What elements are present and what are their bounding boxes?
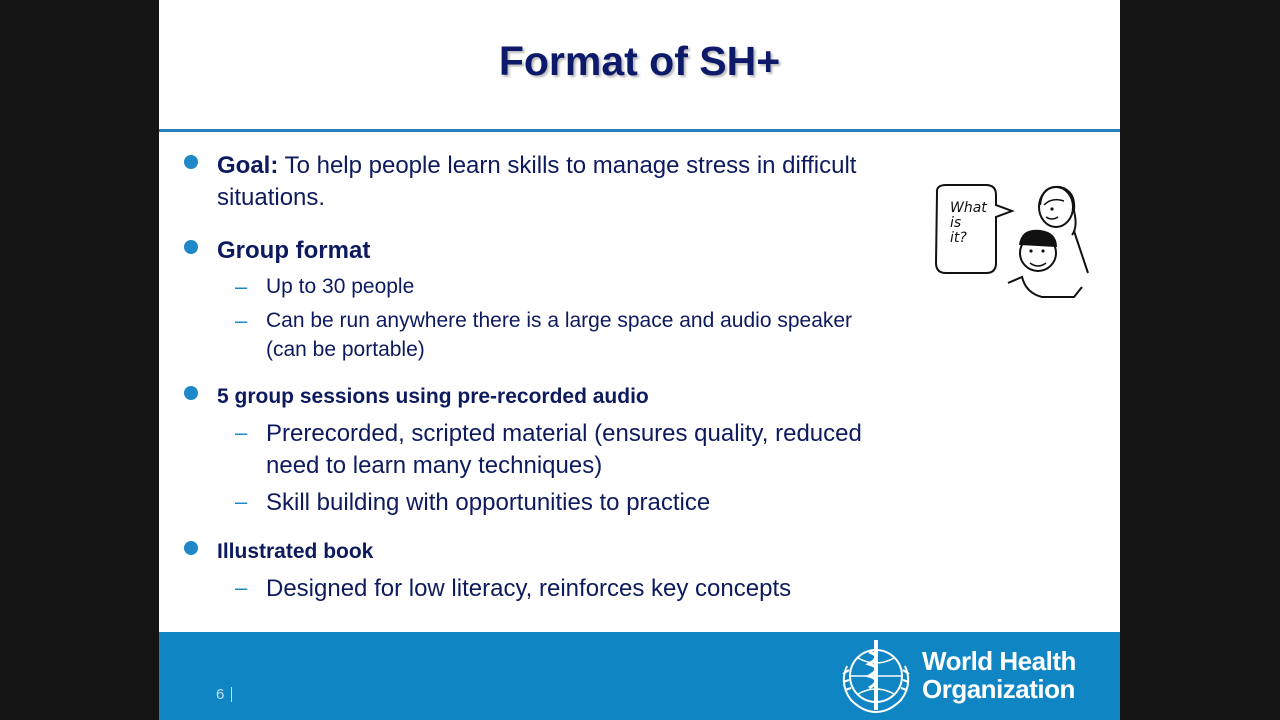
slide-title: Format of SH+ <box>498 38 781 84</box>
slide <box>159 0 1120 720</box>
who-wordmark <box>922 647 1076 703</box>
slide-footer <box>159 632 1120 720</box>
bullet-text-continued: situations. <box>217 184 326 211</box>
dash-icon: – <box>235 575 248 600</box>
dash-icon: – <box>235 274 248 299</box>
title-divider <box>159 129 1120 132</box>
page-number-divider <box>231 687 232 702</box>
speech-bubble-text <box>950 201 987 246</box>
dash-icon: – <box>235 308 248 333</box>
bullet-icon <box>184 541 198 555</box>
bubble-line: it? <box>950 230 967 246</box>
org-name-line1: World Health <box>922 646 1076 676</box>
bullet-icon <box>184 155 198 169</box>
dash-icon: – <box>235 489 248 514</box>
bullet-icon <box>184 240 198 254</box>
speech-bubble-illustration <box>934 183 1094 308</box>
bullet-icon <box>184 386 198 400</box>
bullet-illustrated-book: Illustrated book <box>217 540 374 563</box>
bullet-goal <box>217 152 856 180</box>
page-number: 6 <box>216 686 225 703</box>
bullet-group-sessions: 5 group sessions using pre-recorded audio <box>217 385 649 408</box>
bubble-line: is <box>950 215 962 231</box>
sub-bullet: Designed for low literacy, reinforces key concepts <box>266 575 792 602</box>
sub-bullet: Up to 30 people <box>266 275 415 298</box>
sub-bullet-continued: (can be portable) <box>266 338 425 361</box>
bullet-group-format: Group format <box>217 237 371 264</box>
sub-bullet: Prerecorded, scripted material (ensures quality, reduced <box>266 420 862 447</box>
org-name-line2: Organization <box>922 674 1075 704</box>
sub-bullet: Skill building with opportunities to practice <box>266 489 711 516</box>
who-emblem-icon <box>835 636 917 716</box>
bullet-text: To help people learn skills to manage stress in difficult <box>284 152 857 179</box>
sub-bullet-continued: need to learn many techniques) <box>266 452 603 479</box>
bullet-label: Goal: <box>217 152 279 179</box>
sub-bullet: Can be run anywhere there is a large space and audio speaker <box>266 309 853 332</box>
bubble-line: What <box>950 200 987 216</box>
dash-icon: – <box>235 420 248 445</box>
